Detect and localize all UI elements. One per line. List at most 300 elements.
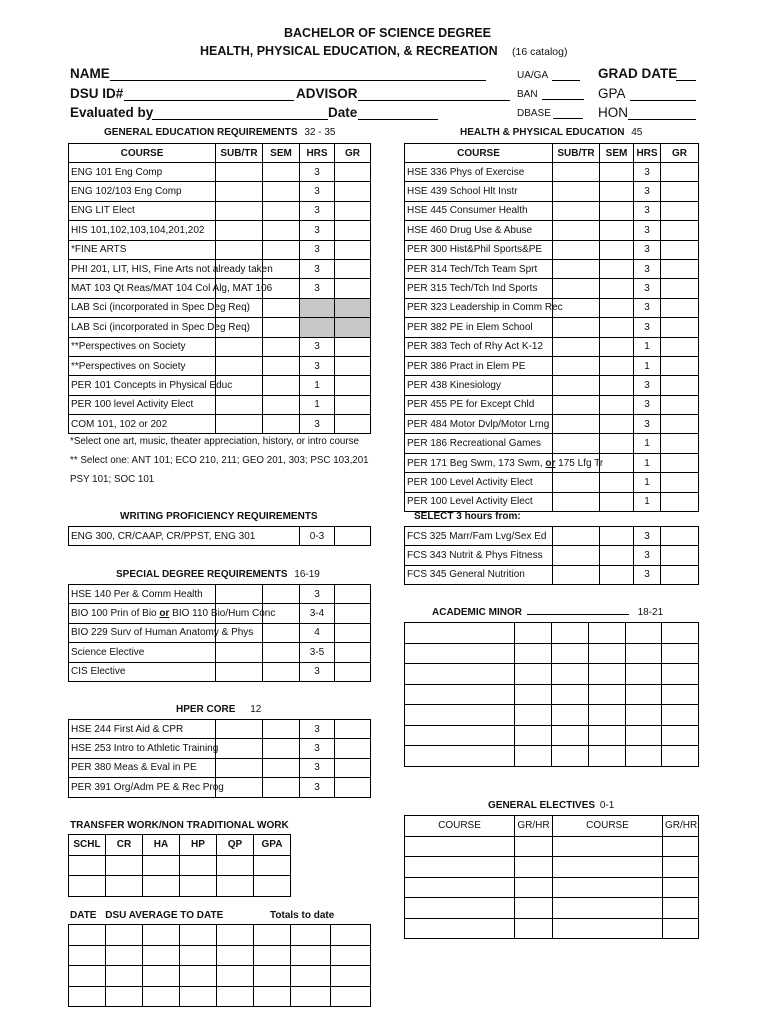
course-name: BIO 100 Prin of Bio bbox=[71, 608, 160, 620]
sub-tr-cell[interactable] bbox=[553, 201, 600, 220]
sub-tr-cell[interactable] bbox=[216, 720, 263, 739]
sub-tr-cell[interactable] bbox=[216, 356, 263, 375]
course-cell: CIS Elective bbox=[69, 662, 216, 681]
blank-cell[interactable] bbox=[626, 643, 662, 664]
blank-cell[interactable] bbox=[331, 966, 371, 987]
course-cell: FCS 343 Nutrit & Phys Fitness bbox=[405, 546, 553, 565]
table-row bbox=[69, 279, 371, 298]
sem-cell[interactable] bbox=[263, 662, 300, 681]
table-row bbox=[405, 684, 699, 705]
gr-cell[interactable] bbox=[335, 337, 371, 356]
sub-tr-cell[interactable] bbox=[216, 221, 263, 240]
blank-cell[interactable] bbox=[589, 643, 626, 664]
course-cell: PER 100 Level Activity Elect bbox=[405, 473, 553, 492]
blank-cell[interactable] bbox=[405, 684, 515, 705]
gr-cell[interactable] bbox=[335, 201, 371, 220]
doc-title: BACHELOR OF SCIENCE DEGREE bbox=[284, 26, 491, 40]
special-hours: 16-19 bbox=[294, 569, 320, 580]
sub-tr-cell[interactable] bbox=[216, 337, 263, 356]
table-row bbox=[405, 163, 699, 182]
table-row bbox=[69, 318, 371, 337]
hper-title-text: HPER CORE bbox=[176, 704, 236, 715]
gpa-field[interactable] bbox=[630, 100, 696, 101]
gen-ed-note-2: ** Select one: ANT 101; ECO 210, 211; GEO 201, 303; PSC 103,201 bbox=[70, 455, 369, 466]
sem-cell[interactable] bbox=[263, 585, 300, 604]
blank-cell[interactable] bbox=[254, 966, 291, 987]
gr-cell[interactable] bbox=[661, 221, 699, 240]
blank-cell[interactable] bbox=[106, 876, 143, 897]
table-row bbox=[69, 604, 371, 623]
sem-cell[interactable] bbox=[263, 758, 300, 777]
uaga-label: UA/GA bbox=[517, 70, 549, 81]
sem-cell[interactable] bbox=[600, 492, 634, 511]
sub-tr-cell[interactable] bbox=[553, 415, 600, 434]
blank-cell[interactable] bbox=[180, 945, 217, 966]
blank-cell[interactable] bbox=[662, 664, 699, 685]
table-header-row bbox=[405, 144, 699, 163]
sem-cell[interactable] bbox=[600, 565, 634, 584]
gr-cell[interactable] bbox=[661, 415, 699, 434]
table-row bbox=[69, 182, 371, 201]
sub-tr-cell[interactable] bbox=[553, 434, 600, 453]
hrs-cell: 3 bbox=[634, 182, 661, 201]
course-cell: PER 315 Tech/Tch Ind Sports bbox=[405, 279, 553, 298]
blank-cell[interactable] bbox=[143, 966, 180, 987]
table-row bbox=[69, 945, 371, 966]
sub-tr-cell[interactable] bbox=[553, 221, 600, 240]
blank-cell[interactable] bbox=[626, 623, 662, 644]
col-hrs-header: HRS bbox=[300, 144, 335, 163]
grad-date-field[interactable] bbox=[676, 80, 696, 81]
blank-cell[interactable] bbox=[515, 746, 552, 767]
table-row bbox=[405, 725, 699, 746]
sub-tr-cell[interactable] bbox=[216, 182, 263, 201]
sub-tr-cell[interactable] bbox=[553, 376, 600, 395]
gr-cell[interactable] bbox=[335, 356, 371, 375]
hon-label: HON bbox=[598, 105, 628, 120]
blank-cell[interactable] bbox=[552, 684, 589, 705]
blank-cell[interactable] bbox=[589, 725, 626, 746]
blank-cell[interactable] bbox=[217, 925, 254, 946]
sem-cell[interactable] bbox=[600, 163, 634, 182]
blank-cell[interactable] bbox=[106, 945, 143, 966]
gr-cell[interactable] bbox=[335, 182, 371, 201]
blank-cell[interactable] bbox=[405, 746, 515, 767]
blank-cell[interactable] bbox=[589, 684, 626, 705]
blank-cell[interactable] bbox=[405, 836, 515, 857]
sem-cell[interactable] bbox=[263, 720, 300, 739]
course-cell bbox=[69, 604, 276, 623]
sub-tr-cell[interactable] bbox=[553, 337, 600, 356]
dbase-field[interactable] bbox=[553, 118, 583, 119]
blank-cell[interactable] bbox=[405, 898, 515, 919]
blank-cell[interactable] bbox=[626, 725, 662, 746]
sem-cell[interactable] bbox=[600, 453, 634, 472]
blank-cell[interactable] bbox=[515, 918, 553, 939]
table-row bbox=[405, 298, 699, 317]
blank-cell[interactable] bbox=[662, 746, 699, 767]
blank-cell[interactable] bbox=[553, 857, 663, 878]
blank-cell[interactable] bbox=[515, 684, 552, 705]
sub-tr-cell[interactable] bbox=[553, 395, 600, 414]
blank-cell[interactable] bbox=[626, 684, 662, 705]
sem-cell[interactable] bbox=[263, 356, 300, 375]
course-cell: PER 455 PE for Except Chld bbox=[405, 395, 553, 414]
course-cell: PER 300 Hist&Phil Sports&PE bbox=[405, 240, 553, 259]
gr-cell[interactable] bbox=[335, 279, 371, 298]
gr-cell[interactable] bbox=[335, 298, 371, 317]
blank-cell[interactable] bbox=[662, 684, 699, 705]
blank-cell[interactable] bbox=[143, 876, 180, 897]
sub-tr-cell[interactable] bbox=[553, 259, 600, 278]
table-row bbox=[405, 473, 699, 492]
table-row bbox=[69, 662, 371, 681]
blank-cell[interactable] bbox=[180, 876, 217, 897]
blank-cell[interactable] bbox=[331, 945, 371, 966]
sem-cell[interactable] bbox=[263, 376, 300, 395]
dsu-id-field[interactable] bbox=[124, 100, 294, 101]
blank-cell[interactable] bbox=[626, 705, 662, 726]
hon-field[interactable] bbox=[628, 119, 696, 120]
gr-cell[interactable] bbox=[661, 163, 699, 182]
sub-tr-cell[interactable] bbox=[216, 662, 263, 681]
date-label: Date bbox=[328, 105, 358, 120]
sem-cell[interactable] bbox=[263, 240, 300, 259]
table-row bbox=[405, 857, 699, 878]
sem-cell[interactable] bbox=[263, 337, 300, 356]
gr-cell[interactable] bbox=[335, 240, 371, 259]
sub-tr-cell[interactable] bbox=[216, 201, 263, 220]
blank-cell[interactable] bbox=[515, 643, 552, 664]
sub-tr-cell[interactable] bbox=[553, 279, 600, 298]
special-title-text: SPECIAL DEGREE REQUIREMENTS bbox=[116, 569, 288, 580]
sem-cell[interactable] bbox=[600, 279, 634, 298]
ban-field[interactable] bbox=[542, 99, 584, 100]
blank-cell[interactable] bbox=[405, 857, 515, 878]
sub-tr-cell[interactable] bbox=[553, 240, 600, 259]
minor-field[interactable] bbox=[527, 614, 629, 615]
gr-cell[interactable] bbox=[661, 453, 699, 472]
blank-cell[interactable] bbox=[106, 986, 143, 1007]
blank-cell[interactable] bbox=[180, 855, 217, 876]
gr-cell[interactable] bbox=[661, 395, 699, 414]
gr-cell[interactable] bbox=[661, 279, 699, 298]
sub-tr-cell[interactable] bbox=[216, 395, 263, 414]
blank-cell[interactable] bbox=[69, 855, 106, 876]
blank-cell[interactable] bbox=[663, 918, 699, 939]
sub-tr-cell[interactable] bbox=[216, 739, 263, 758]
blank-cell[interactable] bbox=[515, 705, 552, 726]
blank-cell[interactable] bbox=[626, 746, 662, 767]
sem-cell[interactable] bbox=[600, 182, 634, 201]
blank-cell[interactable] bbox=[626, 664, 662, 685]
blank-cell[interactable] bbox=[663, 857, 699, 878]
sem-cell[interactable] bbox=[600, 473, 634, 492]
sem-cell[interactable] bbox=[600, 298, 634, 317]
sem-cell[interactable] bbox=[263, 739, 300, 758]
blank-cell[interactable] bbox=[405, 705, 515, 726]
blank-cell[interactable] bbox=[106, 925, 143, 946]
blank-cell[interactable] bbox=[663, 836, 699, 857]
gr-cell[interactable] bbox=[661, 527, 699, 546]
blank-cell[interactable] bbox=[254, 925, 291, 946]
sem-cell[interactable] bbox=[263, 623, 300, 642]
sem-cell[interactable] bbox=[263, 201, 300, 220]
sub-tr-cell[interactable] bbox=[553, 356, 600, 375]
gr-cell[interactable] bbox=[335, 163, 371, 182]
blank-cell[interactable] bbox=[217, 855, 254, 876]
sem-cell[interactable] bbox=[600, 337, 634, 356]
course-or: or bbox=[545, 457, 556, 469]
sem-cell[interactable] bbox=[600, 527, 634, 546]
table-row bbox=[405, 434, 699, 453]
blank-cell[interactable] bbox=[662, 725, 699, 746]
course-name-tail: BIO 110 Bio/Hum Conc bbox=[169, 608, 276, 620]
column-header: GR/HR bbox=[663, 816, 699, 837]
blank-cell[interactable] bbox=[217, 945, 254, 966]
blank-cell[interactable] bbox=[254, 876, 291, 897]
gr-cell[interactable] bbox=[661, 565, 699, 584]
blank-cell[interactable] bbox=[515, 836, 553, 857]
blank-cell[interactable] bbox=[143, 945, 180, 966]
sub-tr-cell[interactable] bbox=[216, 240, 263, 259]
sem-cell[interactable] bbox=[600, 221, 634, 240]
blank-cell[interactable] bbox=[217, 966, 254, 987]
blank-cell[interactable] bbox=[254, 986, 291, 1007]
blank-cell[interactable] bbox=[552, 643, 589, 664]
advisor-field[interactable] bbox=[358, 100, 510, 101]
sub-tr-cell[interactable] bbox=[553, 182, 600, 201]
table-row bbox=[69, 720, 371, 739]
col-sem-header: SEM bbox=[600, 144, 634, 163]
gr-cell[interactable] bbox=[335, 395, 371, 414]
gr-cell[interactable] bbox=[335, 604, 371, 623]
sem-cell[interactable] bbox=[600, 356, 634, 375]
sem-cell[interactable] bbox=[600, 395, 634, 414]
hrs-cell: 3 bbox=[634, 259, 661, 278]
uaga-field[interactable] bbox=[552, 80, 580, 81]
sub-tr-cell[interactable] bbox=[216, 643, 263, 662]
hrs-cell: 3 bbox=[634, 221, 661, 240]
gr-cell[interactable] bbox=[335, 739, 371, 758]
blank-cell[interactable] bbox=[405, 877, 515, 898]
sem-cell[interactable] bbox=[263, 415, 300, 434]
blank-cell[interactable] bbox=[254, 855, 291, 876]
blank-cell[interactable] bbox=[552, 725, 589, 746]
hrs-cell: 3 bbox=[300, 356, 335, 375]
course-or: or bbox=[159, 608, 170, 620]
blank-cell[interactable] bbox=[552, 746, 589, 767]
blank-cell[interactable] bbox=[106, 855, 143, 876]
blank-cell[interactable] bbox=[589, 746, 626, 767]
writing-gr-cell[interactable] bbox=[335, 527, 371, 546]
course-cell: PER 314 Tech/Tch Team Sprt bbox=[405, 259, 553, 278]
gr-cell[interactable] bbox=[661, 337, 699, 356]
blank-cell[interactable] bbox=[69, 986, 106, 1007]
blank-cell[interactable] bbox=[69, 945, 106, 966]
sub-tr-cell[interactable] bbox=[216, 163, 263, 182]
sem-cell[interactable] bbox=[263, 643, 300, 662]
sub-tr-cell[interactable] bbox=[553, 473, 600, 492]
blank-cell[interactable] bbox=[69, 925, 106, 946]
sem-cell[interactable] bbox=[600, 434, 634, 453]
blank-cell[interactable] bbox=[291, 966, 331, 987]
blank-cell[interactable] bbox=[217, 876, 254, 897]
gr-cell[interactable] bbox=[335, 758, 371, 777]
sem-cell[interactable] bbox=[600, 415, 634, 434]
column-header: COURSE bbox=[553, 816, 663, 837]
gr-cell[interactable] bbox=[335, 662, 371, 681]
blank-cell[interactable] bbox=[552, 705, 589, 726]
sem-cell[interactable] bbox=[600, 259, 634, 278]
name-field[interactable] bbox=[110, 80, 486, 81]
gr-cell[interactable] bbox=[661, 298, 699, 317]
gr-cell[interactable] bbox=[661, 434, 699, 453]
hrs-cell: 1 bbox=[634, 453, 661, 472]
gr-cell[interactable] bbox=[661, 240, 699, 259]
blank-cell[interactable] bbox=[553, 877, 663, 898]
hrs-cell: 1 bbox=[634, 434, 661, 453]
sub-tr-cell[interactable] bbox=[553, 318, 600, 337]
hrs-cell: 1 bbox=[634, 356, 661, 375]
blank-cell[interactable] bbox=[143, 855, 180, 876]
sem-cell[interactable] bbox=[263, 318, 300, 337]
blank-cell[interactable] bbox=[405, 623, 515, 644]
dbase-label: DBASE bbox=[517, 108, 551, 119]
course-cell: LAB Sci (incorporated in Spec Deg Req) bbox=[69, 318, 216, 337]
blank-cell[interactable] bbox=[662, 643, 699, 664]
gr-cell[interactable] bbox=[335, 318, 371, 337]
sem-cell[interactable] bbox=[263, 182, 300, 201]
sem-cell[interactable] bbox=[600, 201, 634, 220]
sem-cell[interactable] bbox=[600, 546, 634, 565]
blank-cell[interactable] bbox=[254, 945, 291, 966]
blank-cell[interactable] bbox=[331, 986, 371, 1007]
gr-cell[interactable] bbox=[661, 546, 699, 565]
blank-cell[interactable] bbox=[69, 966, 106, 987]
hrs-cell: 1 bbox=[300, 376, 335, 395]
gr-cell[interactable] bbox=[335, 415, 371, 434]
blank-cell[interactable] bbox=[180, 986, 217, 1007]
writing-hrs: 0-3 bbox=[300, 527, 335, 546]
hrs-cell: 3 bbox=[300, 240, 335, 259]
gr-cell[interactable] bbox=[335, 720, 371, 739]
blank-cell[interactable] bbox=[589, 705, 626, 726]
sem-cell[interactable] bbox=[263, 778, 300, 797]
date-field[interactable] bbox=[358, 119, 438, 120]
sub-tr-cell[interactable] bbox=[553, 565, 600, 584]
blank-cell[interactable] bbox=[515, 898, 553, 919]
hrs-cell: 1 bbox=[634, 337, 661, 356]
table-row bbox=[405, 746, 699, 767]
blank-cell[interactable] bbox=[663, 877, 699, 898]
blank-cell[interactable] bbox=[405, 725, 515, 746]
blank-cell[interactable] bbox=[515, 623, 552, 644]
blank-cell[interactable] bbox=[662, 623, 699, 644]
sub-tr-cell[interactable] bbox=[553, 527, 600, 546]
blank-cell[interactable] bbox=[180, 925, 217, 946]
sub-tr-cell[interactable] bbox=[216, 585, 263, 604]
blank-cell[interactable] bbox=[291, 986, 331, 1007]
gr-cell[interactable] bbox=[661, 376, 699, 395]
special-table bbox=[68, 584, 371, 682]
sub-tr-cell[interactable] bbox=[216, 758, 263, 777]
blank-cell[interactable] bbox=[180, 966, 217, 987]
gr-cell[interactable] bbox=[335, 259, 371, 278]
gr-cell[interactable] bbox=[335, 623, 371, 642]
blank-cell[interactable] bbox=[291, 945, 331, 966]
blank-cell[interactable] bbox=[405, 918, 515, 939]
blank-cell[interactable] bbox=[515, 725, 552, 746]
blank-cell[interactable] bbox=[552, 623, 589, 644]
gr-cell[interactable] bbox=[335, 778, 371, 797]
hrs-cell: 3 bbox=[634, 527, 661, 546]
sem-cell[interactable] bbox=[600, 376, 634, 395]
blank-cell[interactable] bbox=[405, 664, 515, 685]
blank-cell[interactable] bbox=[553, 836, 663, 857]
gr-cell[interactable] bbox=[335, 221, 371, 240]
sub-tr-cell[interactable] bbox=[553, 163, 600, 182]
blank-cell[interactable] bbox=[515, 664, 552, 685]
blank-cell[interactable] bbox=[662, 705, 699, 726]
blank-cell[interactable] bbox=[515, 877, 553, 898]
blank-cell[interactable] bbox=[106, 966, 143, 987]
blank-cell[interactable] bbox=[515, 857, 553, 878]
gen-ed-title-text: GENERAL EDUCATION REQUIREMENTS bbox=[104, 127, 298, 138]
hrs-cell: 3 bbox=[300, 778, 335, 797]
gr-cell[interactable] bbox=[661, 182, 699, 201]
sub-tr-cell[interactable] bbox=[553, 492, 600, 511]
sem-cell[interactable] bbox=[600, 318, 634, 337]
blank-cell[interactable] bbox=[291, 925, 331, 946]
blank-cell[interactable] bbox=[663, 898, 699, 919]
blank-cell[interactable] bbox=[589, 623, 626, 644]
sub-tr-cell[interactable] bbox=[216, 415, 263, 434]
gr-cell[interactable] bbox=[661, 201, 699, 220]
sem-cell[interactable] bbox=[263, 163, 300, 182]
blank-cell[interactable] bbox=[553, 918, 663, 939]
electives-hours: 0-1 bbox=[599, 800, 615, 811]
gr-cell[interactable] bbox=[661, 492, 699, 511]
sub-tr-cell[interactable] bbox=[553, 546, 600, 565]
catalog-year: (16 catalog) bbox=[512, 46, 568, 58]
gr-cell[interactable] bbox=[335, 643, 371, 662]
writing-course: ENG 300, CR/CAAP, CR/PPST, ENG 301 bbox=[69, 527, 300, 546]
blank-cell[interactable] bbox=[589, 664, 626, 685]
gr-cell[interactable] bbox=[335, 376, 371, 395]
evaluated-by-field[interactable] bbox=[152, 119, 328, 120]
blank-cell[interactable] bbox=[331, 925, 371, 946]
blank-cell[interactable] bbox=[69, 876, 106, 897]
gr-cell[interactable] bbox=[661, 356, 699, 375]
sem-cell[interactable] bbox=[600, 240, 634, 259]
gr-cell[interactable] bbox=[661, 259, 699, 278]
gr-cell[interactable] bbox=[335, 585, 371, 604]
blank-cell[interactable] bbox=[553, 898, 663, 919]
table-row bbox=[405, 546, 699, 565]
blank-cell[interactable] bbox=[143, 925, 180, 946]
gr-cell[interactable] bbox=[661, 473, 699, 492]
blank-cell[interactable] bbox=[552, 664, 589, 685]
sem-cell[interactable] bbox=[263, 298, 300, 317]
blank-cell[interactable] bbox=[217, 986, 254, 1007]
hrs-cell: 3 bbox=[634, 415, 661, 434]
gr-cell[interactable] bbox=[661, 318, 699, 337]
sem-cell[interactable] bbox=[263, 395, 300, 414]
sem-cell[interactable] bbox=[263, 221, 300, 240]
blank-cell[interactable] bbox=[143, 986, 180, 1007]
blank-cell[interactable] bbox=[405, 643, 515, 664]
